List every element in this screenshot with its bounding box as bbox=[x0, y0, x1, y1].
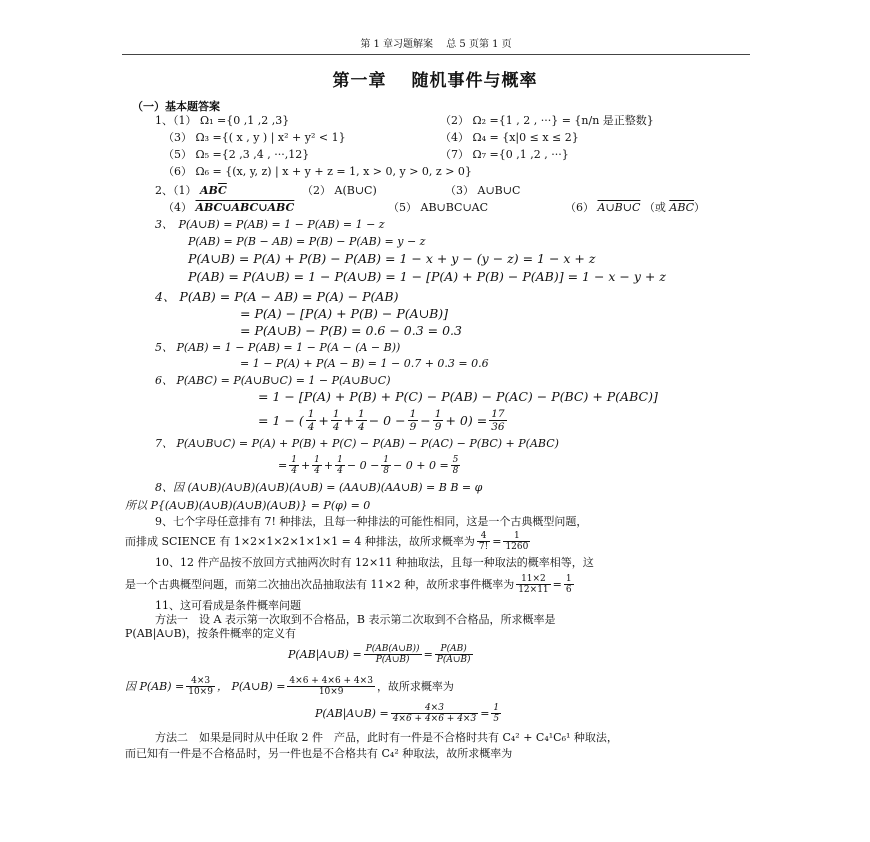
q3-line-1: 3、 P(A∪B) = P(AB) = 1 − P(AB) = 1 − z bbox=[155, 218, 385, 231]
q6-frac-5-num: 1 bbox=[434, 408, 442, 420]
q2-item-6-alt: $\overline{ABC}$ bbox=[669, 201, 695, 214]
q7-line-1: 7、 P(A∪B∪C) = P(A) + P(B) + P(C) − P(AB) − P(AC) − P(BC) + P(ABC) bbox=[155, 437, 559, 450]
q6-frac-5-den: 9 bbox=[434, 421, 442, 433]
q7-line-2-prefix: = bbox=[278, 458, 288, 472]
q10-result-num: 1 bbox=[565, 574, 572, 584]
q1-item-6: （6） Ω₆ = {(x, y, z) | x + y + z = 1, x > 0, y > 0, z > 0} bbox=[163, 165, 472, 178]
q10-frac bbox=[516, 574, 550, 595]
q11-eq-3-frac-num: 4×3 bbox=[391, 703, 479, 714]
q6-frac-result bbox=[489, 408, 506, 433]
q7-frac-1-num: 1 bbox=[291, 455, 297, 465]
q3-line-4: P(AB) = P(A∪B) = 1 − P(A∪B) = 1 − [P(A) + P(B) − P(AB)] = 1 − x − y + z bbox=[188, 269, 666, 284]
q2-item-4 bbox=[163, 201, 294, 215]
q4-line-2: = P(A) − [P(A) + P(B) − P(A∪B)] bbox=[240, 306, 449, 321]
q6-frac-3 bbox=[356, 408, 367, 433]
q11-eq-1-frac-2 bbox=[435, 644, 473, 665]
q2-item-5: （5） AB∪BC∪AC bbox=[388, 201, 489, 214]
q9-equals: = bbox=[492, 534, 502, 548]
q9-line-2-text: 而排成 SCIENCE 有 1×2×1×2×1×1×1 = 4 种排法，故所求概率为 bbox=[125, 534, 475, 548]
q6-frac-2-num: 1 bbox=[332, 408, 340, 420]
q5-line-1: 5、 P(AB) = 1 − P(AB) = 1 − P(A − (A − B)) bbox=[155, 341, 401, 354]
section-heading: （一）基本题答案 bbox=[132, 100, 220, 113]
q7-frac-result bbox=[451, 455, 461, 476]
q6-frac-result-den: 36 bbox=[491, 421, 505, 433]
q11-eq-2-frac-1-den: 10×9 bbox=[188, 687, 213, 697]
q1-item-2: （2） Ω₂ ={1 , 2 , ···} = {n/n 是正整数} bbox=[440, 114, 654, 127]
q1-item-5: （5） Ω₅ ={2 ,3 ,4 , ···,12} bbox=[163, 148, 310, 161]
q6-line-2: = 1 − [P(A) + P(B) + P(C) − P(AB) − P(AC) − P(BC) + P(ABC)] bbox=[258, 389, 658, 404]
q11-eq-2-pre: 因 P(AB) = bbox=[125, 679, 185, 693]
q11-eq-2-frac-2-den: 10×9 bbox=[318, 687, 344, 697]
q7-op-1: + bbox=[300, 458, 311, 472]
q6-frac-result-num: 17 bbox=[491, 408, 505, 420]
q11-method-2-line-1: 方法二 如果是同时从中任取 2 件 产品，此时有一件是不合格时共有 C₄² + C₄¹C₆¹ 种取法， bbox=[155, 731, 618, 744]
q11-eq-2-frac-2-num: 4×6 + 4×6 + 4×3 bbox=[289, 676, 373, 686]
q6-line-1: 6、 P(ABC) = P(A∪B∪C) = 1 − P(A∪B∪C) bbox=[155, 374, 391, 387]
q11-eq-2-frac-2 bbox=[287, 676, 375, 697]
q9-result-num: 1 bbox=[503, 531, 530, 542]
q9-result bbox=[503, 531, 530, 552]
q7-frac-2-den: 4 bbox=[314, 466, 320, 476]
q11-eq-3-result-den: 5 bbox=[493, 714, 500, 724]
q9-frac-den: 7! bbox=[478, 542, 489, 552]
q11-eq-3-result-num: 1 bbox=[493, 703, 500, 713]
q3-line-3: P(A∪B) = P(A) + P(B) − P(AB) = 1 − x + y − (y − z) = 1 − x + z bbox=[188, 251, 596, 266]
q11-eq-2-post: ，故所求概率为 bbox=[376, 679, 454, 693]
q3-line-2: P(AB) = P(B − AB) = P(B) − P(AB) = y − z bbox=[188, 235, 426, 248]
q10-line-1: 10、12 件产品按不放回方式抽两次时有 12×11 种抽取法，且每一种取法的概率相等，这 bbox=[155, 556, 594, 569]
q7-frac-3-num: 1 bbox=[337, 455, 343, 465]
q11-eq-2-mid: ， P(A∪B) = bbox=[216, 679, 286, 693]
q6-frac-3-num: 1 bbox=[358, 408, 365, 420]
q11-eq-2-frac-1 bbox=[186, 676, 215, 697]
q6-frac-2 bbox=[331, 408, 342, 433]
q7-line-2 bbox=[278, 455, 462, 476]
q9-frac bbox=[477, 531, 490, 552]
q6-frac-4-num: 1 bbox=[409, 408, 417, 420]
q2-item-1-ab: AB bbox=[200, 184, 219, 197]
page-header: 第 1 章习题解案 总 5 页第 1 页 bbox=[122, 38, 750, 55]
q11-line-1: 11、这可看成是条件概率问题 bbox=[155, 599, 301, 612]
q2-item-4-label: （4） bbox=[163, 201, 196, 214]
q9-line-1: 9、七个字母任意排有 7! 种排法，且每一种排法的可能性相同，这是一个古典概型问题， bbox=[155, 515, 588, 528]
q6-op-4: − bbox=[420, 412, 431, 428]
q6-frac-1-den: 4 bbox=[307, 421, 315, 433]
q1-item-3: （3） Ω₃ ={( x , y ) | x² + y² < 1} bbox=[163, 131, 346, 144]
q7-frac-2 bbox=[312, 455, 322, 476]
q7-frac-4-num: 1 bbox=[383, 455, 390, 465]
q11-eq-3-frac-den: 4×6 + 4×6 + 4×3 bbox=[392, 714, 477, 724]
q11-eq-3-lhs: P(AB|A∪B) = bbox=[315, 706, 389, 720]
q2-item-2: （2） A(B∪C) bbox=[302, 184, 377, 197]
q7-frac-4-den: 8 bbox=[383, 466, 390, 476]
q7-op-2: + bbox=[323, 458, 334, 472]
q6-line-3-prefix: = 1 − ( bbox=[258, 412, 304, 428]
q4-line-3: = P(A∪B) − P(B) = 0.6 − 0.3 = 0.3 bbox=[240, 323, 462, 338]
q10-line-2-text: 是一个古典概型问题，而第二次抽出次品抽取法有 11×2 种，故所求事件概率为 bbox=[125, 577, 515, 591]
q7-frac-2-num: 1 bbox=[314, 455, 320, 465]
q11-eq-3 bbox=[315, 703, 503, 724]
q7-frac-3 bbox=[335, 455, 345, 476]
q11-eq-1-frac-1-num: P(AB(A∪B)) bbox=[365, 644, 420, 654]
q10-line-2 bbox=[125, 574, 576, 595]
q11-eq-1-equals: = bbox=[423, 647, 433, 661]
q11-eq-1-frac-2-den: P(A∪B) bbox=[436, 655, 471, 665]
q6-op-3: − 0 − bbox=[368, 412, 406, 428]
q11-line-2: 方法一 设 A 表示第一次取到不合格品，B 表示第二次取到不合格品，所求概率是 bbox=[155, 613, 556, 626]
q9-result-den: 1260 bbox=[505, 542, 529, 552]
q7-frac-result-den: 8 bbox=[452, 466, 459, 476]
q11-eq-1-frac-1 bbox=[364, 644, 422, 665]
q11-method-2-line-2: 而已知有一件是不合格品时，另一件也是不合格共有 C₄² 种取法，故所求概率为 bbox=[125, 747, 513, 760]
q11-line-3: P(AB|A∪B)，按条件概率的定义有 bbox=[125, 627, 296, 640]
q11-eq-2 bbox=[125, 676, 454, 697]
q9-line-2 bbox=[125, 531, 532, 552]
q2-item-3: （3） A∪B∪C bbox=[445, 184, 521, 197]
q11-eq-1-frac-1-den: P(A∪B) bbox=[375, 655, 410, 665]
q7-frac-4 bbox=[381, 455, 391, 476]
q7-frac-1-den: 4 bbox=[291, 466, 297, 476]
q2-item-1-label: 2、（1） bbox=[155, 184, 200, 197]
q6-op-1: + bbox=[318, 412, 329, 428]
q7-frac-3-den: 4 bbox=[337, 466, 343, 476]
q6-frac-4-den: 9 bbox=[409, 421, 417, 433]
q11-eq-1-frac-2-num: P(AB) bbox=[435, 644, 473, 655]
q6-frac-3-den: 4 bbox=[358, 421, 365, 433]
q1-item-1: 1、（1） Ω₁ ={0 ,1 ,2 ,3} bbox=[155, 114, 290, 127]
q2-item-6-or: （或 bbox=[643, 201, 670, 214]
q5-line-2: = 1 − P(A) + P(A − B) = 1 − 0.7 + 0.3 = 0.6 bbox=[240, 357, 489, 370]
q11-eq-3-equals: = bbox=[480, 706, 490, 720]
q6-op-5: + 0) = bbox=[445, 412, 488, 428]
q10-result bbox=[564, 574, 574, 595]
q6-frac-2-den: 4 bbox=[332, 421, 340, 433]
q6-op-2: + bbox=[343, 412, 355, 428]
q11-eq-1-lhs: P(AB|A∪B) = bbox=[288, 647, 362, 661]
q8-line-2: 所以 P{(A∪B)(A∪B)(A∪B)(A∪B)} = P(φ) = 0 bbox=[125, 499, 371, 512]
q2-item-4-expr: ABC∪ABC∪ABC bbox=[195, 201, 295, 214]
q2-item-1-c: $\overline{C}$ bbox=[218, 184, 227, 197]
q7-op-4: − 0 + 0 = bbox=[393, 458, 449, 472]
q2-item-1 bbox=[155, 184, 227, 198]
q1-item-7: （7） Ω₇ ={0 ,1 ,2 , ···} bbox=[440, 148, 569, 161]
q2-item-6-label: （6） bbox=[565, 201, 598, 214]
q6-frac-1-num: 1 bbox=[307, 408, 315, 420]
q6-frac-1 bbox=[306, 408, 317, 433]
q6-line-3 bbox=[258, 408, 509, 433]
q2-item-6-close: ） bbox=[694, 201, 706, 214]
q2-item-6 bbox=[565, 201, 705, 215]
q7-frac-result-num: 5 bbox=[452, 455, 459, 465]
q10-equals: = bbox=[552, 577, 562, 591]
q11-eq-1 bbox=[288, 644, 475, 665]
q6-frac-5 bbox=[433, 408, 444, 433]
q10-frac-den: 12×11 bbox=[518, 585, 549, 595]
q11-eq-2-frac-1-num: 4×3 bbox=[186, 676, 215, 687]
q2-item-6-expr: A∪B∪C bbox=[597, 201, 641, 214]
q7-op-3: − 0 − bbox=[346, 458, 380, 472]
q7-frac-1 bbox=[289, 455, 299, 476]
q10-frac-num: 11×2 bbox=[516, 574, 550, 585]
chapter-title: 第一章 随机事件与概率 bbox=[332, 71, 538, 91]
q8-line-1: 8、因 (A∪B)(A∪B)(A∪B)(A∪B) = (AA∪B)(AA∪B) = B B = φ bbox=[155, 481, 483, 494]
q6-frac-4 bbox=[408, 408, 419, 433]
q9-frac-num: 4 bbox=[477, 531, 490, 542]
q11-eq-3-result bbox=[491, 703, 501, 724]
q4-line-1: 4、 P(AB) = P(A − AB) = P(A) − P(AB) bbox=[155, 289, 399, 304]
q11-eq-3-frac bbox=[391, 703, 479, 724]
q10-result-den: 6 bbox=[565, 585, 572, 595]
q1-item-4: （4） Ω₄ = {x|0 ≤ x ≤ 2} bbox=[440, 131, 579, 144]
